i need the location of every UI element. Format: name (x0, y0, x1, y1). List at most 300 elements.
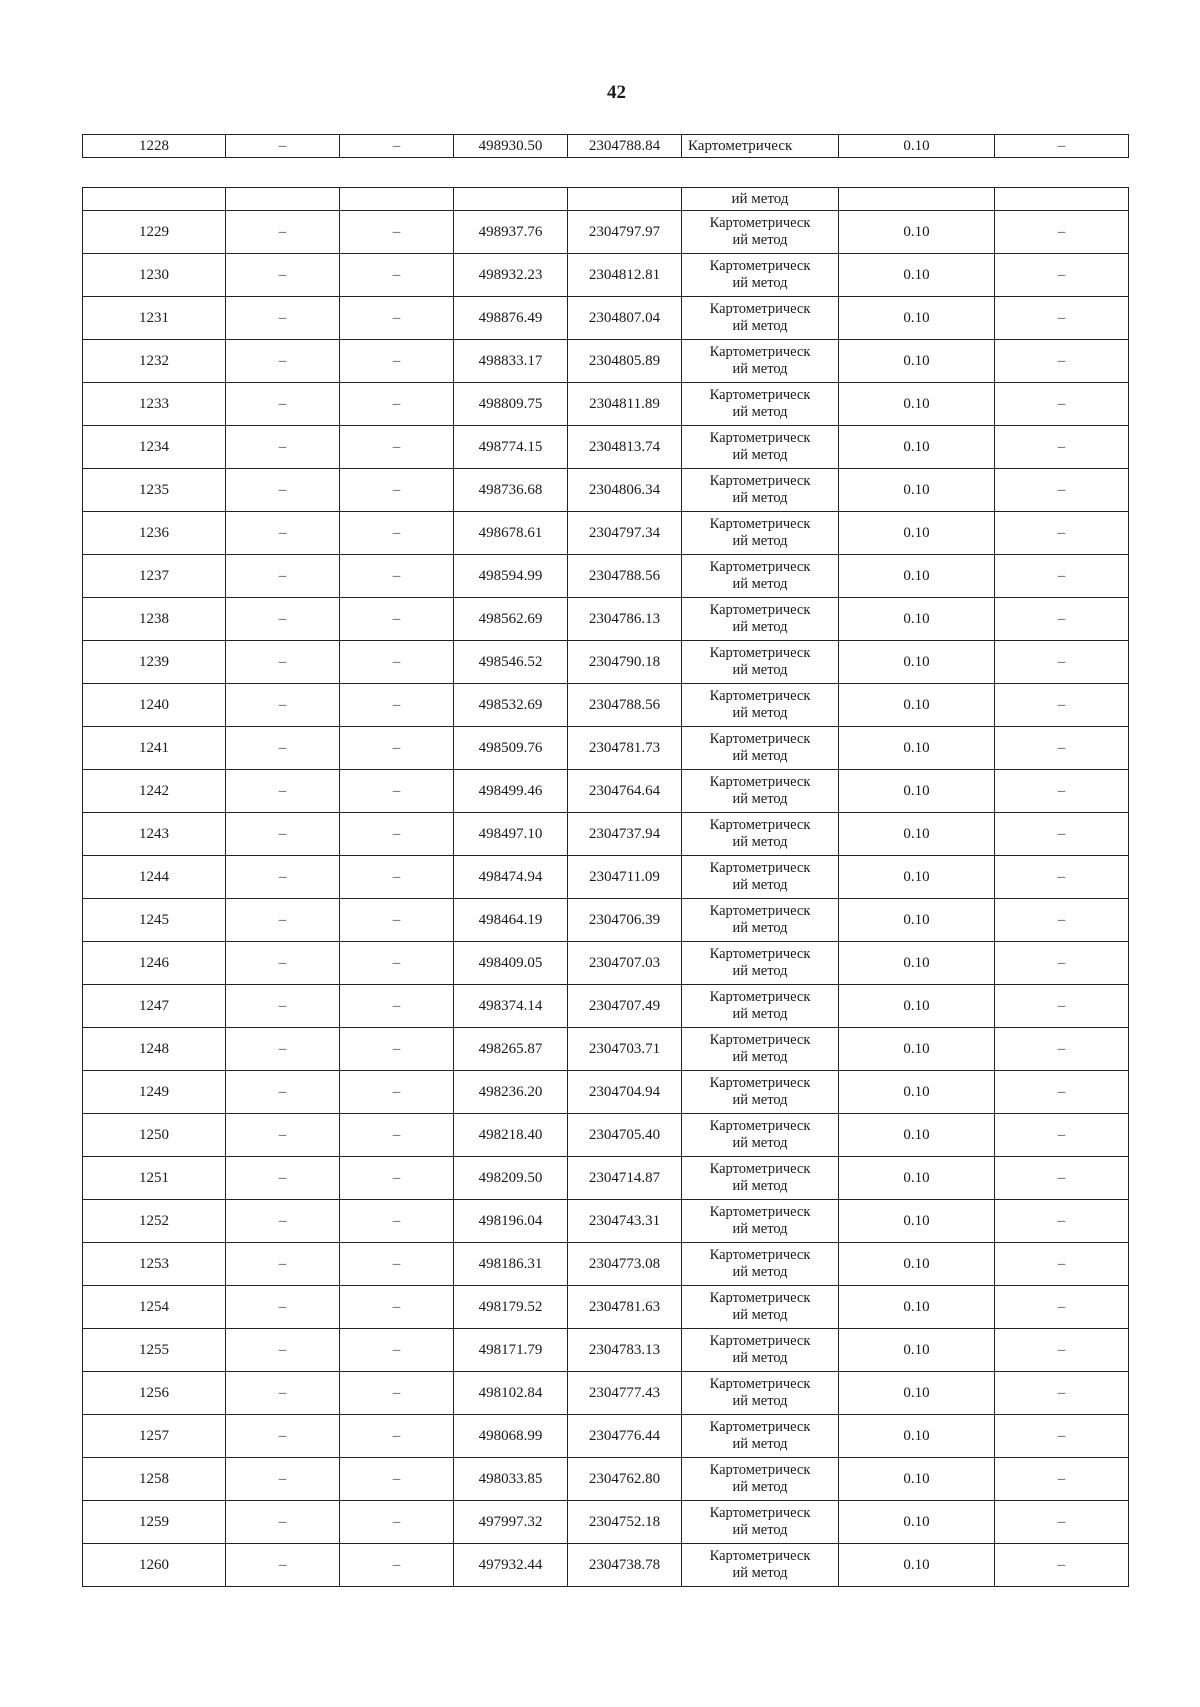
empty-value-cell: – (995, 1243, 1129, 1286)
point-number-cell: 1243 (83, 813, 226, 856)
method-cell (682, 641, 839, 684)
y-coordinate-cell: 2304711.09 (568, 856, 682, 899)
empty-value-cell: – (226, 1243, 340, 1286)
method-line: ий метод (732, 662, 788, 678)
empty-value-cell: – (226, 942, 340, 985)
point-number-cell: 1242 (83, 770, 226, 813)
table-row (83, 512, 1129, 555)
empty-value-cell: – (995, 1071, 1129, 1114)
point-number-cell: 1241 (83, 727, 226, 770)
y-coordinate-cell: 2304707.49 (568, 985, 682, 1028)
empty-value-cell: – (340, 1458, 454, 1501)
y-coordinate-cell: 2304743.31 (568, 1200, 682, 1243)
empty-cell (83, 188, 226, 211)
point-number-cell: 1255 (83, 1329, 226, 1372)
accuracy-cell: 0.10 (839, 899, 995, 942)
empty-value-cell: – (340, 512, 454, 555)
x-coordinate-cell: 498179.52 (454, 1286, 568, 1329)
empty-value-cell: – (995, 1329, 1129, 1372)
table-row (83, 1458, 1129, 1501)
empty-value-cell: – (226, 135, 340, 158)
y-coordinate-cell: 2304788.56 (568, 555, 682, 598)
empty-value-cell: – (226, 1286, 340, 1329)
method-line: ий метод (732, 275, 788, 291)
y-coordinate-cell: 2304788.56 (568, 684, 682, 727)
empty-value-cell: – (340, 254, 454, 297)
accuracy-cell: 0.10 (839, 1200, 995, 1243)
method-line: ий метод (732, 576, 788, 592)
empty-cell (226, 188, 340, 211)
accuracy-cell: 0.10 (839, 1329, 995, 1372)
empty-value-cell: – (340, 1200, 454, 1243)
y-coordinate-cell: 2304781.73 (568, 727, 682, 770)
empty-value-cell: – (226, 1157, 340, 1200)
x-coordinate-cell: 498464.19 (454, 899, 568, 942)
method-line: Картометрическ (709, 731, 811, 747)
accuracy-cell: 0.10 (839, 727, 995, 770)
empty-value-cell: – (995, 1200, 1129, 1243)
empty-value-cell: – (995, 1286, 1129, 1329)
method-cell (682, 1114, 839, 1157)
empty-value-cell: – (995, 135, 1129, 158)
empty-value-cell: – (226, 727, 340, 770)
table-row (83, 135, 1129, 158)
table-row (83, 1028, 1129, 1071)
method-line: Картометрическ (709, 989, 811, 1005)
method-line: ий метод (732, 791, 788, 807)
point-number-cell: 1258 (83, 1458, 226, 1501)
method-cell (682, 1028, 839, 1071)
table-row (83, 1200, 1129, 1243)
empty-value-cell: – (226, 1071, 340, 1114)
x-coordinate-cell: 498562.69 (454, 598, 568, 641)
x-coordinate-cell: 498546.52 (454, 641, 568, 684)
y-coordinate-cell: 2304797.34 (568, 512, 682, 555)
accuracy-cell: 0.10 (839, 1286, 995, 1329)
y-coordinate-cell: 2304776.44 (568, 1415, 682, 1458)
method-line: Картометрическ (709, 516, 811, 532)
method-line: ий метод (732, 447, 788, 463)
y-coordinate-cell: 2304714.87 (568, 1157, 682, 1200)
empty-value-cell: – (340, 1028, 454, 1071)
x-coordinate-cell: 498594.99 (454, 555, 568, 598)
accuracy-cell: 0.10 (839, 254, 995, 297)
empty-value-cell: – (995, 1501, 1129, 1544)
table-row (83, 297, 1129, 340)
accuracy-cell: 0.10 (839, 1458, 995, 1501)
empty-value-cell: – (340, 641, 454, 684)
point-number-cell: 1246 (83, 942, 226, 985)
empty-value-cell: – (340, 684, 454, 727)
empty-value-cell: – (340, 1415, 454, 1458)
method-line: Картометрическ (709, 301, 811, 317)
empty-value-cell: – (995, 297, 1129, 340)
accuracy-cell: 0.10 (839, 985, 995, 1028)
point-number-cell: 1232 (83, 340, 226, 383)
method-line: Картометрическ (709, 946, 811, 962)
empty-value-cell: – (340, 813, 454, 856)
table-row (83, 555, 1129, 598)
y-coordinate-cell: 2304807.04 (568, 297, 682, 340)
empty-value-cell: – (226, 555, 340, 598)
x-coordinate-cell: 497997.32 (454, 1501, 568, 1544)
table-row (83, 211, 1129, 254)
table-row (83, 254, 1129, 297)
point-number-cell: 1259 (83, 1501, 226, 1544)
method-cell (682, 1501, 839, 1544)
method-cell (682, 1243, 839, 1286)
accuracy-cell: 0.10 (839, 684, 995, 727)
method-cell (682, 942, 839, 985)
point-number-cell: 1231 (83, 297, 226, 340)
x-coordinate-cell: 497932.44 (454, 1544, 568, 1587)
accuracy-cell: 0.10 (839, 1028, 995, 1071)
y-coordinate-cell: 2304762.80 (568, 1458, 682, 1501)
point-number-cell: 1236 (83, 512, 226, 555)
table-row (83, 1157, 1129, 1200)
point-number-cell: 1229 (83, 211, 226, 254)
method-cell (682, 985, 839, 1028)
accuracy-cell: 0.10 (839, 1157, 995, 1200)
x-coordinate-cell: 498033.85 (454, 1458, 568, 1501)
accuracy-cell: 0.10 (839, 555, 995, 598)
x-coordinate-cell: 498532.69 (454, 684, 568, 727)
y-coordinate-cell: 2304790.18 (568, 641, 682, 684)
method-line: Картометрическ (709, 774, 811, 790)
table-row (83, 684, 1129, 727)
empty-value-cell: – (340, 985, 454, 1028)
x-coordinate-cell: 498809.75 (454, 383, 568, 426)
table-row (83, 813, 1129, 856)
table-row (83, 1329, 1129, 1372)
empty-value-cell: – (226, 512, 340, 555)
accuracy-cell: 0.10 (839, 1544, 995, 1587)
empty-value-cell: – (226, 469, 340, 512)
x-coordinate-cell: 498068.99 (454, 1415, 568, 1458)
empty-cell (454, 188, 568, 211)
method-cell (682, 598, 839, 641)
coordinates-table-main (82, 187, 1129, 1587)
method-line: Картометрическ (709, 258, 811, 274)
method-line: ий метод (732, 1307, 788, 1323)
empty-value-cell: – (340, 727, 454, 770)
x-coordinate-cell: 498218.40 (454, 1114, 568, 1157)
empty-value-cell: – (340, 297, 454, 340)
method-cell (682, 1157, 839, 1200)
empty-value-cell: – (340, 383, 454, 426)
method-line: Картометрическ (709, 1247, 811, 1263)
method-cell (682, 1458, 839, 1501)
method-line: Картометрическ (709, 215, 811, 231)
method-cell (682, 856, 839, 899)
accuracy-cell: 0.10 (839, 598, 995, 641)
method-line: Картометрическ (709, 1075, 811, 1091)
empty-value-cell: – (340, 598, 454, 641)
table-row (83, 1286, 1129, 1329)
method-line: ий метод (732, 748, 788, 764)
method-line: ий метод (732, 1350, 788, 1366)
empty-cell (839, 188, 995, 211)
table-row (83, 469, 1129, 512)
point-number-cell: 1256 (83, 1372, 226, 1415)
method-line: ий метод (732, 533, 788, 549)
empty-value-cell: – (340, 942, 454, 985)
empty-value-cell: – (226, 1544, 340, 1587)
empty-value-cell: – (995, 899, 1129, 942)
method-line: Картометрическ (709, 688, 811, 704)
method-cell (682, 1415, 839, 1458)
empty-value-cell: – (995, 813, 1129, 856)
x-coordinate-cell: 498374.14 (454, 985, 568, 1028)
method-cell (682, 297, 839, 340)
method-line: ий метод (732, 318, 788, 334)
method-line: ий метод (732, 1264, 788, 1280)
table-row (83, 426, 1129, 469)
table-row (83, 1243, 1129, 1286)
y-coordinate-cell: 2304781.63 (568, 1286, 682, 1329)
method-line: ий метод (732, 963, 788, 979)
empty-value-cell: – (226, 598, 340, 641)
empty-value-cell: – (226, 1329, 340, 1372)
point-number-cell: 1235 (83, 469, 226, 512)
point-number-cell: 1254 (83, 1286, 226, 1329)
method-line: ий метод (732, 1479, 788, 1495)
y-coordinate-cell: 2304805.89 (568, 340, 682, 383)
accuracy-cell: 0.10 (839, 1501, 995, 1544)
table-row (83, 1372, 1129, 1415)
method-cell (682, 1286, 839, 1329)
method-cell (682, 1200, 839, 1243)
method-line: Картометрическ (709, 1204, 811, 1220)
empty-value-cell: – (995, 512, 1129, 555)
empty-value-cell: – (995, 211, 1129, 254)
empty-value-cell: – (226, 1372, 340, 1415)
method-cell (682, 254, 839, 297)
table-row (83, 1544, 1129, 1587)
method-cell: ий метод (682, 188, 839, 211)
empty-value-cell: – (226, 641, 340, 684)
empty-value-cell: – (226, 856, 340, 899)
empty-value-cell: – (340, 1544, 454, 1587)
x-coordinate-cell: 498209.50 (454, 1157, 568, 1200)
x-coordinate-cell: 498930.50 (454, 135, 568, 158)
accuracy-cell: 0.10 (839, 770, 995, 813)
point-number-cell: 1252 (83, 1200, 226, 1243)
accuracy-cell: 0.10 (839, 1114, 995, 1157)
method-cell (682, 1329, 839, 1372)
point-number-cell: 1240 (83, 684, 226, 727)
method-line: ий метод (732, 834, 788, 850)
empty-value-cell: – (226, 1028, 340, 1071)
empty-value-cell: – (340, 1114, 454, 1157)
table-row (83, 1071, 1129, 1114)
empty-value-cell: – (995, 598, 1129, 641)
method-line: ий метод (732, 1178, 788, 1194)
method-line: ий метод (732, 1522, 788, 1538)
y-coordinate-cell: 2304813.74 (568, 426, 682, 469)
x-coordinate-cell: 498186.31 (454, 1243, 568, 1286)
point-number-cell: 1245 (83, 899, 226, 942)
empty-value-cell: – (340, 1071, 454, 1114)
y-coordinate-cell: 2304738.78 (568, 1544, 682, 1587)
method-cell (682, 211, 839, 254)
table-row (83, 770, 1129, 813)
table-row (83, 942, 1129, 985)
accuracy-cell: 0.10 (839, 1372, 995, 1415)
point-number-cell: 1253 (83, 1243, 226, 1286)
empty-value-cell: – (226, 813, 340, 856)
table-row-continuation (83, 188, 1129, 211)
method-cell: Картометрическ (682, 135, 839, 158)
empty-value-cell: – (340, 211, 454, 254)
y-coordinate-cell: 2304707.03 (568, 942, 682, 985)
empty-value-cell: – (226, 254, 340, 297)
x-coordinate-cell: 498497.10 (454, 813, 568, 856)
method-line: ий метод (732, 1565, 788, 1581)
method-line: Картометрическ (709, 1462, 811, 1478)
y-coordinate-cell: 2304786.13 (568, 598, 682, 641)
y-coordinate-cell: 2304704.94 (568, 1071, 682, 1114)
y-coordinate-cell: 2304705.40 (568, 1114, 682, 1157)
x-coordinate-cell: 498474.94 (454, 856, 568, 899)
method-cell (682, 383, 839, 426)
empty-value-cell: – (995, 727, 1129, 770)
method-line: Картометрическ (709, 602, 811, 618)
point-number-cell: 1247 (83, 985, 226, 1028)
empty-value-cell: – (340, 1243, 454, 1286)
empty-value-cell: – (226, 770, 340, 813)
point-number-cell: 1249 (83, 1071, 226, 1114)
method-cell (682, 340, 839, 383)
y-coordinate-cell: 2304703.71 (568, 1028, 682, 1071)
empty-value-cell: – (226, 1415, 340, 1458)
table-row (83, 727, 1129, 770)
method-cell (682, 813, 839, 856)
y-coordinate-cell: 2304773.08 (568, 1243, 682, 1286)
method-line: Картометрическ (709, 430, 811, 446)
method-line: ий метод (732, 619, 788, 635)
method-line: ий метод (732, 1092, 788, 1108)
point-number-cell: 1228 (83, 135, 226, 158)
method-cell (682, 1544, 839, 1587)
empty-value-cell: – (340, 770, 454, 813)
empty-value-cell: – (995, 770, 1129, 813)
x-coordinate-cell: 498509.76 (454, 727, 568, 770)
y-coordinate-cell: 2304764.64 (568, 770, 682, 813)
accuracy-cell: 0.10 (839, 135, 995, 158)
method-line: ий метод (732, 705, 788, 721)
point-number-cell: 1257 (83, 1415, 226, 1458)
method-line: Картометрическ (709, 1376, 811, 1392)
table-row (83, 1415, 1129, 1458)
method-line: ий метод (732, 1049, 788, 1065)
table-row (83, 1501, 1129, 1544)
empty-value-cell: – (995, 1028, 1129, 1071)
method-line: ий метод (732, 877, 788, 893)
point-number-cell: 1251 (83, 1157, 226, 1200)
method-cell (682, 469, 839, 512)
empty-value-cell: – (340, 426, 454, 469)
empty-value-cell: – (226, 1501, 340, 1544)
accuracy-cell: 0.10 (839, 942, 995, 985)
empty-cell (340, 188, 454, 211)
x-coordinate-cell: 498937.76 (454, 211, 568, 254)
x-coordinate-cell: 498171.79 (454, 1329, 568, 1372)
method-line: ий метод (732, 1393, 788, 1409)
accuracy-cell: 0.10 (839, 469, 995, 512)
empty-value-cell: – (995, 684, 1129, 727)
method-line: Картометрическ (709, 387, 811, 403)
table-row (83, 598, 1129, 641)
point-number-cell: 1244 (83, 856, 226, 899)
y-coordinate-cell: 2304752.18 (568, 1501, 682, 1544)
point-number-cell: 1238 (83, 598, 226, 641)
x-coordinate-cell: 498932.23 (454, 254, 568, 297)
empty-value-cell: – (340, 135, 454, 158)
method-line: Картометрическ (709, 1290, 811, 1306)
method-line: ий метод (732, 1135, 788, 1151)
empty-value-cell: – (226, 1200, 340, 1243)
accuracy-cell: 0.10 (839, 856, 995, 899)
empty-value-cell: – (340, 1372, 454, 1415)
method-line: ий метод (732, 920, 788, 936)
y-coordinate-cell: 2304777.43 (568, 1372, 682, 1415)
point-number-cell: 1250 (83, 1114, 226, 1157)
method-line: Картометрическ (709, 1161, 811, 1177)
empty-value-cell: – (340, 1286, 454, 1329)
empty-value-cell: – (995, 1114, 1129, 1157)
point-number-cell: 1248 (83, 1028, 226, 1071)
empty-value-cell: – (995, 469, 1129, 512)
empty-value-cell: – (226, 383, 340, 426)
accuracy-cell: 0.10 (839, 383, 995, 426)
method-line: Картометрическ (709, 1032, 811, 1048)
method-cell (682, 555, 839, 598)
y-coordinate-cell: 2304737.94 (568, 813, 682, 856)
x-coordinate-cell: 498736.68 (454, 469, 568, 512)
empty-value-cell: – (226, 211, 340, 254)
table-row (83, 856, 1129, 899)
empty-value-cell: – (995, 942, 1129, 985)
table-row (83, 899, 1129, 942)
method-cell (682, 1071, 839, 1114)
accuracy-cell: 0.10 (839, 813, 995, 856)
method-cell (682, 1372, 839, 1415)
method-cell (682, 727, 839, 770)
table-row (83, 641, 1129, 684)
x-coordinate-cell: 498102.84 (454, 1372, 568, 1415)
method-line: Картометрическ (709, 903, 811, 919)
x-coordinate-cell: 498265.87 (454, 1028, 568, 1071)
x-coordinate-cell: 498678.61 (454, 512, 568, 555)
method-cell (682, 899, 839, 942)
empty-value-cell: – (226, 985, 340, 1028)
method-line: Картометрическ (709, 1548, 811, 1564)
y-coordinate-cell: 2304783.13 (568, 1329, 682, 1372)
method-line: Картометрическ (709, 1505, 811, 1521)
point-number-cell: 1233 (83, 383, 226, 426)
empty-value-cell: – (340, 1157, 454, 1200)
method-line: ий метод (732, 232, 788, 248)
empty-value-cell: – (995, 856, 1129, 899)
empty-value-cell: – (995, 383, 1129, 426)
point-number-cell: 1230 (83, 254, 226, 297)
accuracy-cell: 0.10 (839, 340, 995, 383)
table-row (83, 1114, 1129, 1157)
empty-value-cell: – (340, 555, 454, 598)
method-line: ий метод (732, 490, 788, 506)
x-coordinate-cell: 498236.20 (454, 1071, 568, 1114)
